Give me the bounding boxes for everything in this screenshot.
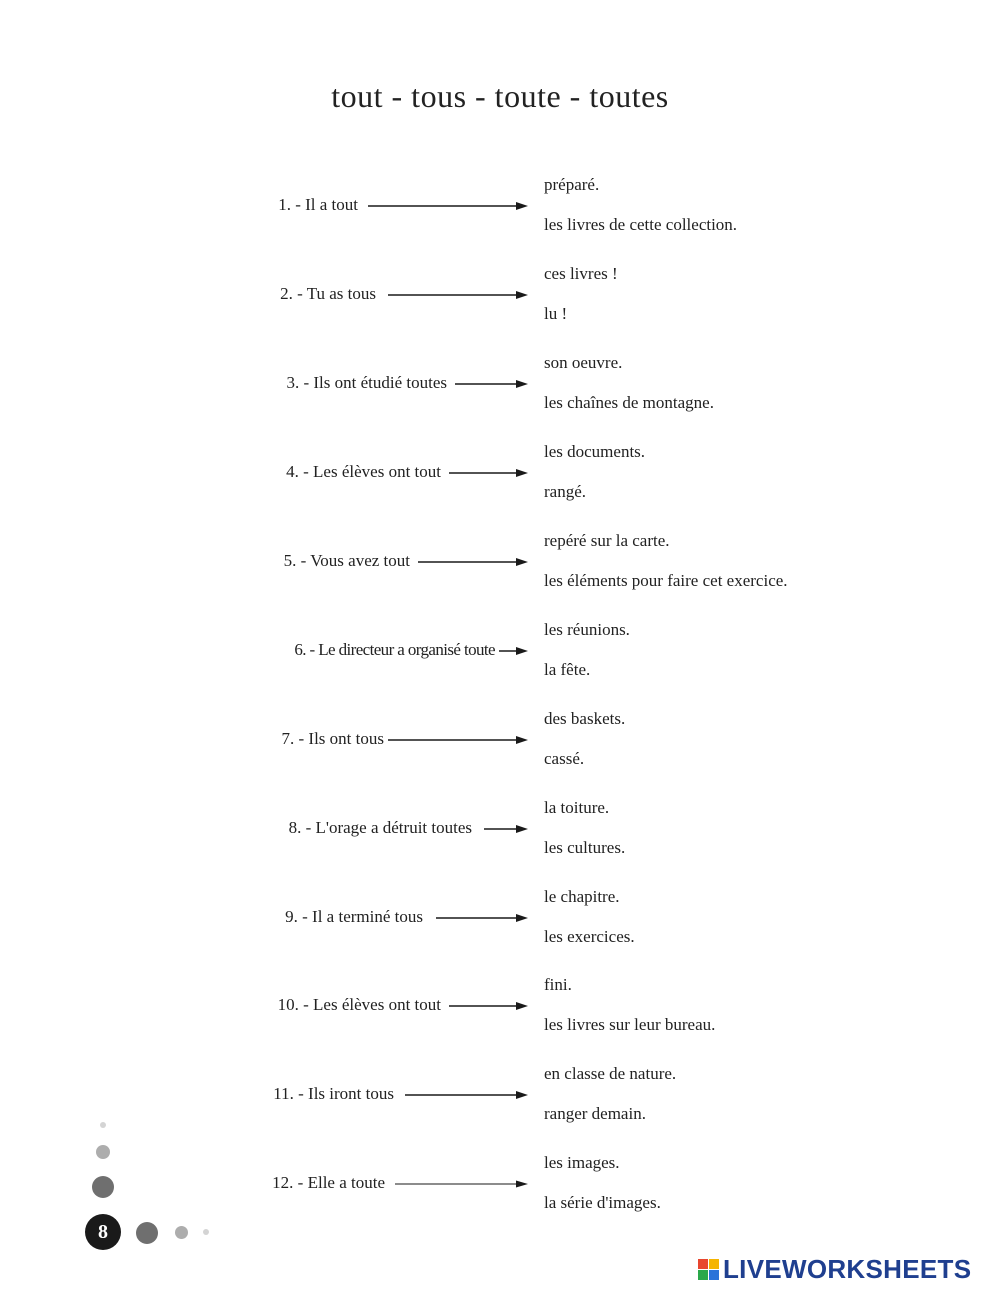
exercise-item-9: [0, 887, 1000, 977]
decorative-dot-icon: [203, 1229, 209, 1235]
exercise-item-7: [0, 709, 1000, 799]
option-a[interactable]: fini.: [544, 975, 572, 994]
item-stem: 2. - Tu as tous: [280, 284, 376, 303]
option-a[interactable]: les documents.: [544, 442, 646, 461]
decorative-dot-icon: [100, 1122, 106, 1128]
option-a[interactable]: repéré sur la carte.: [544, 531, 670, 550]
item-stem: 1. - Il a tout: [278, 195, 358, 214]
option-a[interactable]: des baskets.: [544, 709, 626, 728]
option-b[interactable]: rangé.: [544, 482, 587, 501]
option-b[interactable]: les cultures.: [544, 838, 626, 857]
option-a[interactable]: le chapitre.: [544, 887, 620, 906]
option-b[interactable]: ranger demain.: [544, 1104, 646, 1123]
arrow-icon: [395, 1179, 528, 1189]
item-stem: 11. - Ils iront tous: [273, 1084, 394, 1103]
option-b[interactable]: les livres sur leur bureau.: [544, 1015, 716, 1034]
option-a[interactable]: préparé.: [544, 175, 600, 194]
option-b[interactable]: la série d'images.: [544, 1193, 661, 1212]
exercise-item-6: [0, 620, 1000, 710]
arrow-icon: [418, 557, 528, 567]
brand-name: LIVEWORKSHEETS: [723, 1253, 972, 1284]
exercise-item-10: [0, 975, 1000, 1065]
decorative-dot-icon: [96, 1145, 110, 1159]
arrow-icon: [484, 824, 528, 834]
arrow-icon: [449, 468, 528, 478]
option-a[interactable]: la toiture.: [544, 798, 610, 817]
exercise-item-11: [0, 1064, 1000, 1154]
option-a[interactable]: les images.: [544, 1153, 620, 1172]
brand-footer[interactable]: [698, 1255, 971, 1283]
exercise-item-1: [0, 175, 1000, 265]
item-stem: 10. - Les élèves ont tout: [277, 995, 441, 1014]
decorative-dot-icon: [175, 1226, 188, 1239]
arrow-icon: [499, 646, 528, 656]
option-a[interactable]: son oeuvre.: [544, 353, 623, 372]
option-b[interactable]: lu !: [544, 304, 568, 323]
arrow-icon: [368, 201, 528, 211]
option-b[interactable]: cassé.: [544, 749, 585, 768]
item-stem: 8. - L'orage a détruit toutes: [288, 818, 472, 837]
decorative-dot-icon: [92, 1176, 114, 1198]
exercise-item-8: [0, 798, 1000, 888]
arrow-icon: [388, 290, 528, 300]
page-title: tout - tous - toute - toutes: [331, 78, 669, 114]
page-number: 8: [85, 1214, 121, 1250]
arrow-icon: [388, 735, 528, 745]
arrow-icon: [436, 913, 528, 923]
item-stem: 7. - Ils ont tous: [281, 729, 384, 748]
arrow-icon: [455, 379, 528, 389]
item-stem: 12. - Elle a toute: [272, 1173, 385, 1192]
item-stem: 3. - Ils ont étudié toutes: [286, 373, 447, 392]
item-stem: 9. - Il a terminé tous: [285, 907, 423, 926]
exercise-item-4: [0, 442, 1000, 532]
decorative-dot-icon: [136, 1222, 158, 1244]
liveworksheets-logo-icon: [698, 1259, 719, 1280]
option-b[interactable]: les exercices.: [544, 927, 635, 946]
option-b[interactable]: la fête.: [544, 660, 591, 679]
option-a[interactable]: les réunions.: [544, 620, 630, 639]
exercise-item-5: [0, 531, 1000, 621]
item-stem: 6. - Le directeur a organisé toute: [294, 640, 495, 659]
option-b[interactable]: les livres de cette collection.: [544, 215, 738, 234]
item-stem: 4. - Les élèves ont tout: [286, 462, 441, 481]
option-a[interactable]: en classe de nature.: [544, 1064, 677, 1083]
arrow-icon: [405, 1090, 528, 1100]
option-b[interactable]: les éléments pour faire cet exercice.: [544, 571, 788, 590]
item-stem: 5. - Vous avez tout: [283, 551, 410, 570]
option-b[interactable]: les chaînes de montagne.: [544, 393, 714, 412]
exercise-item-3: [0, 353, 1000, 443]
exercise-item-2: [0, 264, 1000, 354]
option-a[interactable]: ces livres !: [544, 264, 618, 283]
arrow-icon: [449, 1001, 528, 1011]
